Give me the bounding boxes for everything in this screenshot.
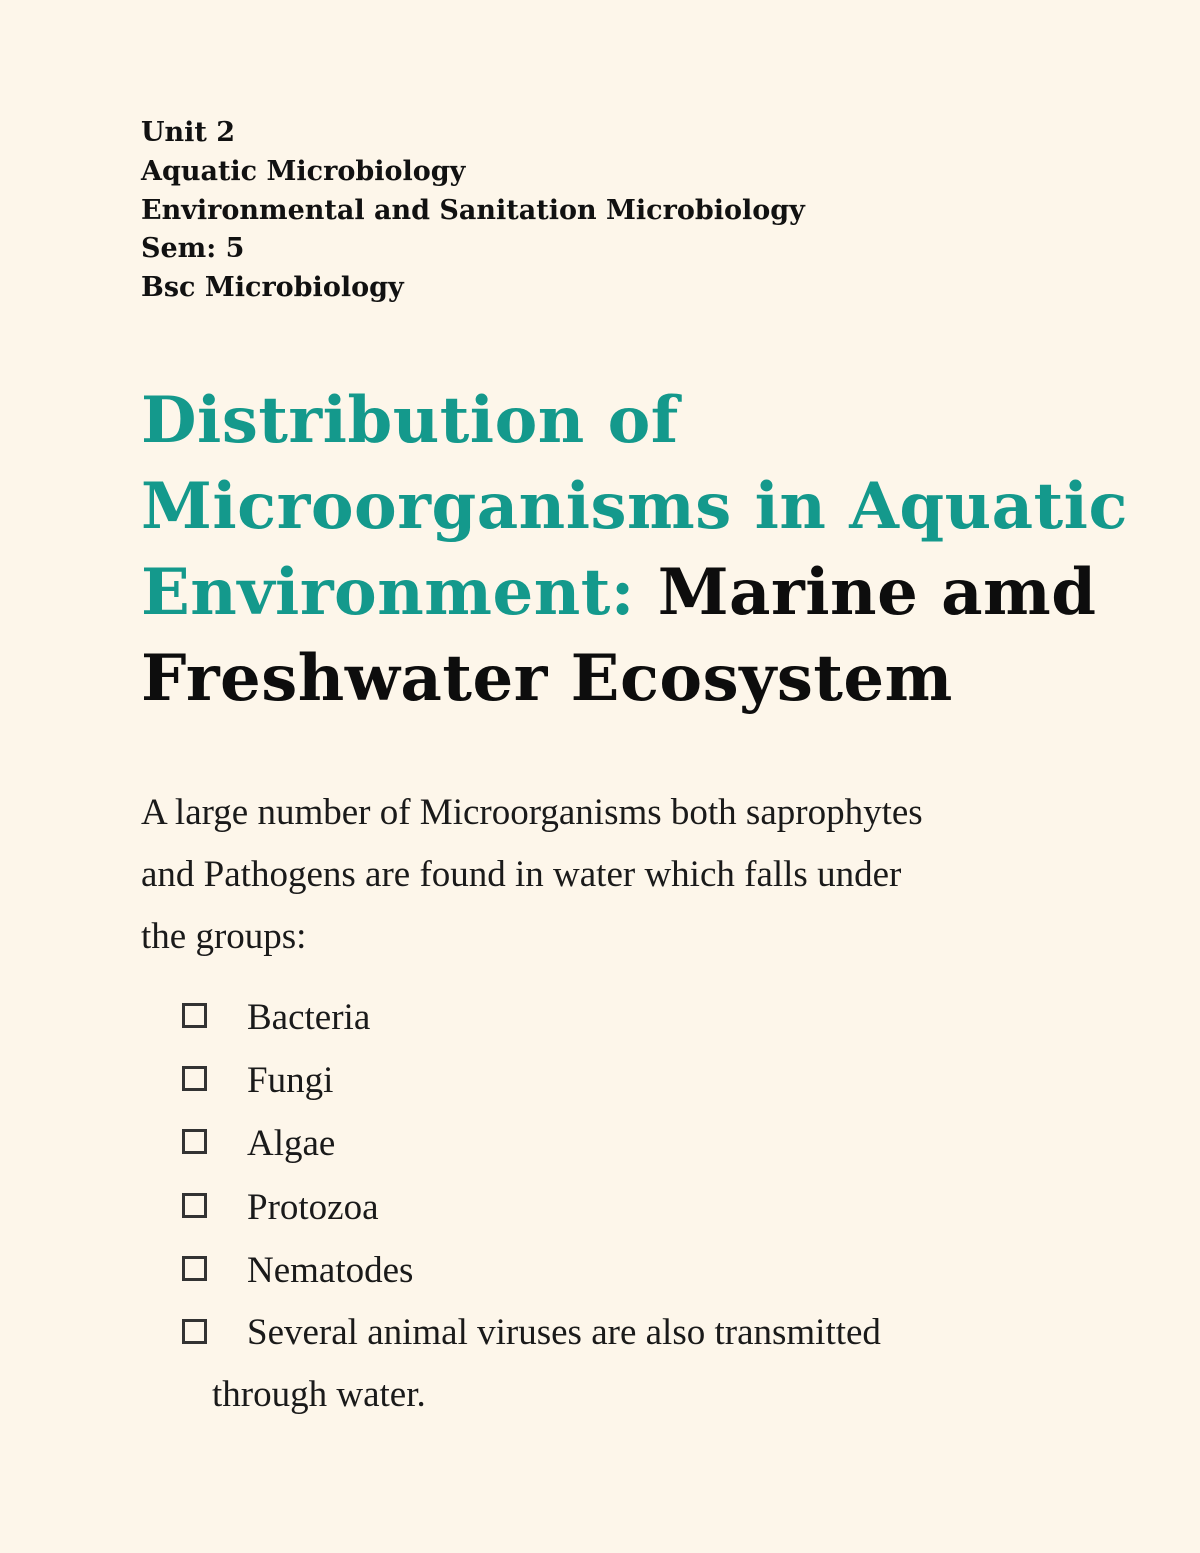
checkbox-square-icon	[182, 1003, 207, 1028]
intro-line-1: A large number of Microorganisms both saprophytes	[141, 792, 923, 833]
title-line-4: Freshwater Ecosystem	[141, 641, 953, 716]
subject-label: Aquatic Microbiology	[141, 155, 466, 187]
unit-label: Unit 2	[141, 117, 236, 148]
page-title	[141, 378, 1128, 722]
list-item-line-1: Several animal viruses are also transmitted	[247, 1311, 881, 1353]
list-item-label	[212, 1302, 881, 1426]
list-item-label: Algae	[247, 1123, 336, 1165]
list-item	[180, 1302, 1080, 1426]
checkbox-square-icon	[182, 1319, 207, 1344]
list-item-label: Protozoa	[247, 1186, 379, 1228]
list-item	[180, 986, 1080, 1049]
checkbox-square-icon	[182, 1066, 207, 1091]
checkbox-square-icon	[182, 1193, 207, 1218]
list-item-label: Bacteria	[247, 997, 371, 1038]
title-line-3	[141, 550, 1097, 636]
list-item	[180, 1239, 1080, 1302]
course-label: Environmental and Sanitation Microbiology	[141, 194, 805, 226]
title-highlight: Environment:	[141, 555, 635, 630]
list-item-line-2: through water.	[212, 1373, 426, 1415]
title-line-1: Distribution of	[141, 383, 679, 458]
checkbox-square-icon	[182, 1256, 207, 1281]
microorganism-group-list	[180, 986, 1080, 1426]
list-item	[180, 1112, 1080, 1175]
checkbox-square-icon	[182, 1129, 207, 1154]
list-item	[180, 1176, 1080, 1239]
title-suffix: Marine amd	[657, 555, 1097, 630]
list-item-label: Nematodes	[247, 1249, 414, 1291]
intro-line-3: the groups:	[141, 916, 307, 957]
intro-line-2: and Pathogens are found in water which falls under	[141, 854, 902, 895]
list-item	[180, 1049, 1080, 1112]
list-item-label: Fungi	[247, 1060, 334, 1102]
semester-label: Sem: 5	[141, 233, 245, 265]
intro-paragraph	[141, 782, 1081, 968]
course-header	[141, 114, 805, 308]
title-line-2: Microorganisms in Aquatic	[141, 469, 1128, 544]
program-label: Bsc Microbiology	[141, 272, 404, 304]
